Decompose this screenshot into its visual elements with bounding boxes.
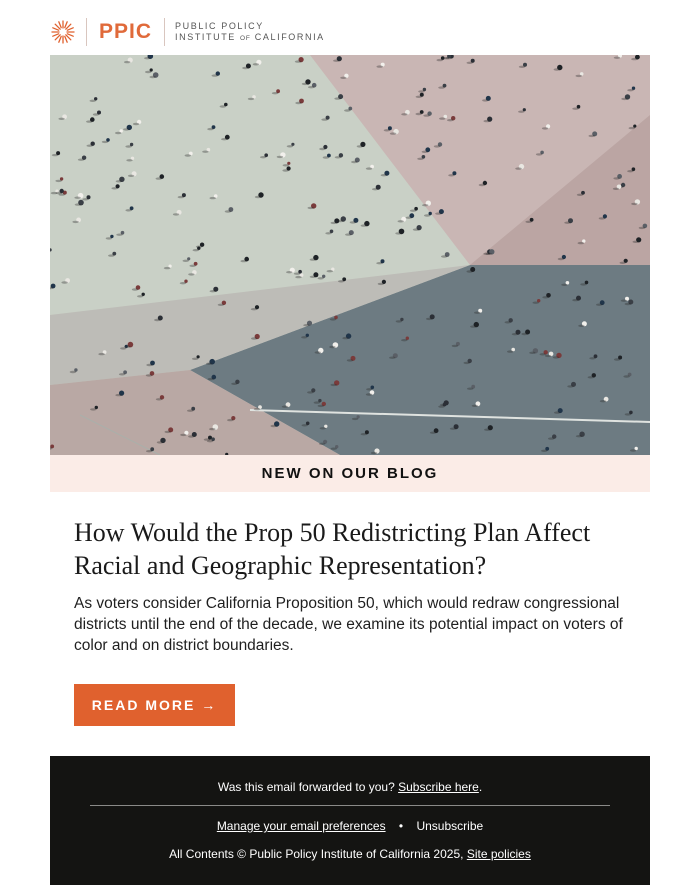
- article-title[interactable]: How Would the Prop 50 Redistricting Plan Affect Racial and Geographic Representation?: [74, 518, 591, 580]
- email-footer: [50, 756, 650, 885]
- logo-divider: [86, 18, 87, 46]
- unsubscribe-link[interactable]: Unsubscribe: [416, 819, 484, 833]
- footer-divider: [90, 805, 610, 806]
- preferences-line: [50, 819, 650, 833]
- section-banner: [50, 455, 650, 492]
- aerial-crowd-photo: [50, 55, 650, 455]
- brand-name-of: OF: [240, 34, 251, 42]
- bullet-separator: •: [398, 819, 404, 833]
- forwarded-text: Was this email forwarded to you?: [217, 780, 395, 794]
- brand-name-california: CALIFORNIA: [254, 31, 325, 42]
- brand-acronym: PPIC: [99, 20, 153, 43]
- manage-preferences-link[interactable]: Manage your email preferences: [216, 819, 386, 833]
- read-more-button[interactable]: READ MORE →: [74, 684, 235, 726]
- brand-name-institute: INSTITUTE: [175, 31, 236, 42]
- brand-header: [50, 14, 650, 50]
- brand-name-line2: [175, 32, 325, 44]
- article-summary: As voters consider California Proposition 50, which would redraw congressional districts until the end of the decade, we examine its potential impact on voters of color and on district boundaries.: [74, 595, 623, 654]
- forwarded-period: .: [478, 780, 483, 794]
- copyright-text: All Contents © Public Policy Institute of California 2025,: [169, 847, 464, 861]
- forwarded-line: [50, 780, 650, 794]
- brand-name: [175, 21, 325, 44]
- hero-image: [50, 55, 650, 455]
- subscribe-link[interactable]: Subscribe here: [398, 780, 479, 794]
- logo-divider: [164, 18, 165, 46]
- site-policies-link[interactable]: Site policies: [466, 847, 531, 861]
- sunburst-icon: [50, 19, 76, 45]
- copyright-line: [50, 847, 650, 861]
- brand-name-line1: PUBLIC POLICY: [175, 20, 264, 31]
- section-label: NEW ON OUR BLOG: [261, 465, 439, 482]
